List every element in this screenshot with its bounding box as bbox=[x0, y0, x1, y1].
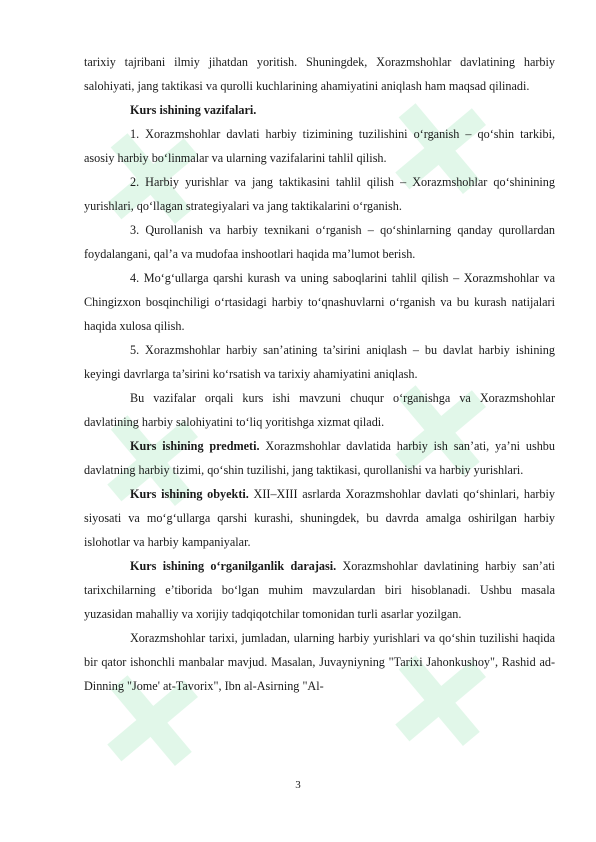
paragraph bbox=[84, 482, 555, 554]
paragraph bbox=[84, 122, 555, 170]
paragraph-heading: Kurs ishining obyekti. bbox=[130, 487, 249, 501]
paragraph bbox=[84, 170, 555, 218]
paragraph-text: Bu vazifalar orqali kurs ishi mavzuni chuqur o‘rganishga va Xorazmshohlar davlatining harbiy salohiyatini to‘liq yoritishga xizmat qiladi. bbox=[84, 391, 555, 429]
paragraph-text: 3. Qurollanish va harbiy texnikani o‘rganish – qo‘shinlarning qanday qurollardan foydalangani, qal’a va mudofaa inshootlari haqida ma’lumot berish. bbox=[84, 223, 555, 261]
paragraph-heading: Kurs ishining o‘rganilganlik darajasi. bbox=[130, 559, 337, 573]
paragraph bbox=[84, 386, 555, 434]
paragraph bbox=[84, 626, 555, 698]
paragraph bbox=[84, 338, 555, 386]
paragraph-text: 5. Xorazmshohlar harbiy san’atining ta’sirini aniqlash – bu davlat harbiy ishining keyingi davrlarga ta’sirini ko‘rsatish va tarixiy ahamiyatini aniqlash. bbox=[84, 343, 555, 381]
paragraph-heading: Kurs ishining vazifalari. bbox=[130, 103, 257, 117]
paragraph-text: tarixiy tajribani ilmiy jihatdan yoritish. Shuningdek, Xorazmshohlar davlatining harbiy salohiyati, jang taktikasi va qurolli kuchlarining ahamiyatini aniqlash ham maqsad qilinadi. bbox=[84, 55, 555, 93]
paragraph-heading: Kurs ishining predmeti. bbox=[130, 439, 260, 453]
page-number: 3 bbox=[295, 779, 301, 791]
paragraph-text: 2. Harbiy yurishlar va jang taktikasini tahlil qilish – Xorazmshohlar qo‘shinining yurishlari, qo‘llagan strategiyalari va jang taktikalarini o‘rganish. bbox=[84, 175, 555, 213]
paragraph bbox=[84, 218, 555, 266]
paragraph bbox=[84, 98, 555, 122]
paragraph bbox=[84, 554, 555, 626]
paragraph-text: Xorazmshohlar tarixi, jumladan, ularning harbiy yurishlari va qo‘shin tuzilishi haqida bir qator ishonchli manbalar mavjud. Masalan, Juvayniyning "Tarixi Jahonkushoy", Rashid ad-Dinning "Jome' at-Tavorix", Ibn al-Asirning "Al- bbox=[84, 631, 555, 693]
paragraph bbox=[84, 50, 555, 98]
paragraph bbox=[84, 434, 555, 482]
paragraph bbox=[84, 266, 555, 338]
paragraph-text: Xorazmshohlar davlatining harbiy san’ati tarixchilarning e’tiborida bo‘lgan muhim mavzulardan biri hisoblanadi. Ushbu masala yuzasidan mahalliy va xorijiy tadqiqotchilar tomonidan turli asarlar yozilgan. bbox=[84, 559, 555, 621]
paragraph-text: Xorazmshohlar davlatida harbiy ish san’ati, ya’ni ushbu davlatning harbiy tizimi, qo‘shin tuzilishi, jang taktikasi, qurollanishi va harbiy yurishlari. bbox=[84, 439, 555, 477]
paragraph-text: XII–XIII asrlarda Xorazmshohlar davlati qo‘shinlari, harbiy siyosati va mo‘g‘ullarga qarshi kurashi, shuningdek, bu davrda amalga oshirilgan harbiy islohotlar va harbiy kampaniyalar. bbox=[84, 487, 555, 549]
paragraph-text: 1. Xorazmshohlar davlati harbiy tizimining tuzilishini o‘rganish – qo‘shin tarkibi, asosiy harbiy bo‘linmalar va ularning vazifalarini tahlil qilish. bbox=[84, 127, 555, 165]
document-body bbox=[84, 50, 555, 698]
paragraph-text: 4. Mo‘g‘ullarga qarshi kurash va uning saboqlarini tahlil qilish – Xorazmshohlar va Chingizxon bosqinchiligi o‘rtasidagi harbiy to‘qnashuvlarni o‘rganish va bu kurash natijalari haqida xulosa qilish. bbox=[84, 271, 555, 333]
